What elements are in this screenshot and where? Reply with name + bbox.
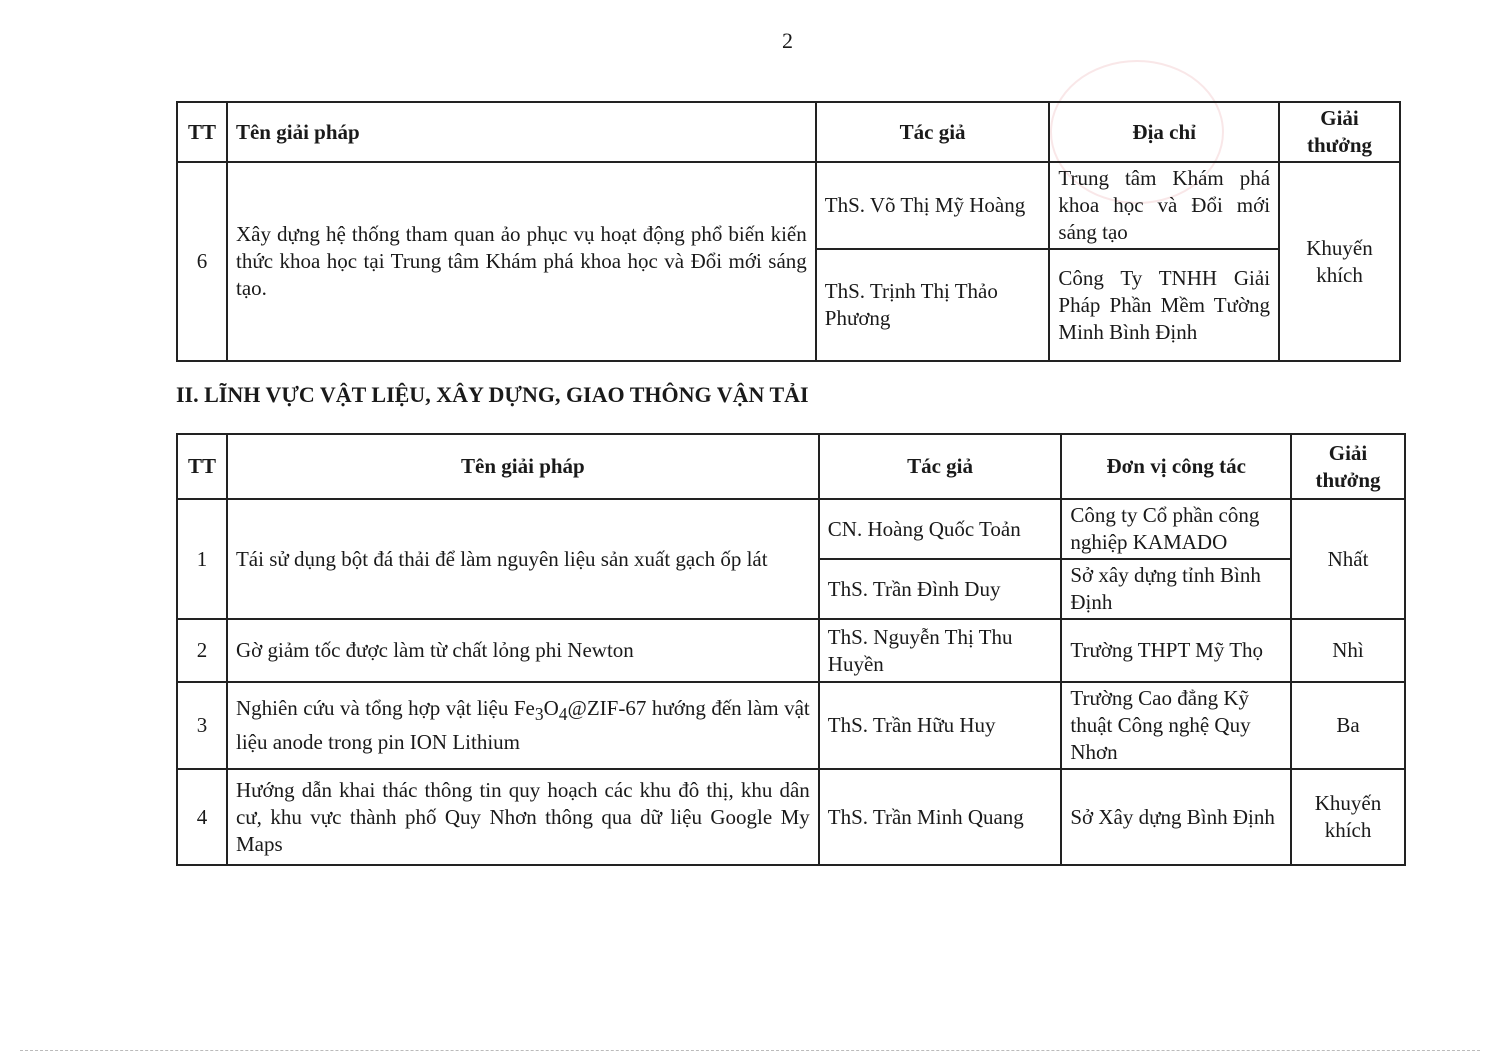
table-row (177, 682, 1405, 769)
cell-author: ThS. Võ Thị Mỹ Hoàng (816, 162, 1050, 249)
table-row (177, 619, 1405, 682)
table-header-row (177, 434, 1405, 499)
header-award: Giải thưởng (1279, 102, 1400, 162)
cell-address: Trung tâm Khám phá khoa học và Đổi mới sáng tạo (1049, 162, 1279, 249)
cell-unit: Sở Xây dựng Bình Định (1061, 769, 1291, 865)
cell-solution-name: Tái sử dụng bột đá thải để làm nguyên liệu sản xuất gạch ốp lát (227, 499, 819, 619)
cell-solution-name: Xây dựng hệ thống tham quan ảo phục vụ hoạt động phổ biến kiến thức khoa học tại Trung tâm Khám phá khoa học và Đổi mới sáng tạo. (227, 162, 816, 361)
cell-unit: Sở xây dựng tỉnh Bình Định (1061, 559, 1291, 619)
solution-name-part: @ZIF-67 hướng đến làm vật liệu anode trong pin ION Lithium (235, 696, 810, 754)
header-award: Giải thưởng (1291, 434, 1405, 499)
cell-author: CN. Hoàng Quốc Toản (819, 499, 1062, 559)
solution-name-part: O (543, 696, 559, 721)
header-address: Địa chỉ (1049, 102, 1279, 162)
solution-name-part: Nghiên cứu và tổng hợp vật liệu Fe (235, 696, 535, 721)
cell-author: ThS. Trịnh Thị Thảo Phương (816, 249, 1050, 361)
header-solution-name: Tên giải pháp (227, 102, 816, 162)
cell-author: ThS. Nguyễn Thị Thu Huyền (819, 619, 1062, 682)
subscript-4: 4 (558, 704, 568, 725)
header-tt: TT (177, 434, 227, 499)
cell-unit: Trường Cao đẳng Kỹ thuật Công nghệ Quy Nhơn (1061, 682, 1291, 769)
awards-table-1 (176, 101, 1401, 362)
cell-unit: Trường THPT Mỹ Thọ (1061, 619, 1291, 682)
cell-unit: Công ty Cổ phần công nghiệp KAMADO (1061, 499, 1291, 559)
cell-author: ThS. Trần Hữu Huy (819, 682, 1062, 769)
header-solution-name: Tên giải pháp (227, 434, 819, 499)
cell-address: Công Ty TNHH Giải Pháp Phần Mềm Tường Minh Bình Định (1049, 249, 1279, 361)
table-header-row (177, 102, 1400, 162)
cell-solution-name: Hướng dẫn khai thác thông tin quy hoạch các khu đô thị, khu dân cư, khu vực thành phố Quy Nhơn thông qua dữ liệu Google My Maps (227, 769, 819, 865)
awards-table-2 (176, 433, 1406, 866)
cell-author: ThS. Trần Minh Quang (819, 769, 1062, 865)
table-row (177, 769, 1405, 865)
cell-award: Khuyến khích (1291, 769, 1405, 865)
subscript-3: 3 (534, 704, 544, 725)
header-tt: TT (177, 102, 227, 162)
header-author: Tác giả (816, 102, 1050, 162)
cell-award: Nhất (1291, 499, 1405, 619)
table-row (177, 162, 1400, 249)
cell-tt: 2 (177, 619, 227, 682)
cell-award: Nhì (1291, 619, 1405, 682)
scan-edge-line (20, 1050, 1480, 1051)
cell-award: Khuyến khích (1279, 162, 1400, 361)
cell-solution-name: Gờ giảm tốc được làm từ chất lỏng phi Newton (227, 619, 819, 682)
section-heading: II. LĨNH VỰC VẬT LIỆU, XÂY DỰNG, GIAO THÔNG VẬN TẢI (176, 382, 809, 407)
header-author: Tác giả (819, 434, 1062, 499)
cell-award: Ba (1291, 682, 1405, 769)
cell-author: ThS. Trần Đình Duy (819, 559, 1062, 619)
cell-tt: 4 (177, 769, 227, 865)
cell-tt: 1 (177, 499, 227, 619)
header-unit: Đơn vị công tác (1061, 434, 1291, 499)
cell-tt: 3 (177, 682, 227, 769)
cell-solution-name (227, 682, 819, 769)
cell-tt: 6 (177, 162, 227, 361)
page-number: 2 (782, 28, 793, 53)
table-row (177, 499, 1405, 559)
